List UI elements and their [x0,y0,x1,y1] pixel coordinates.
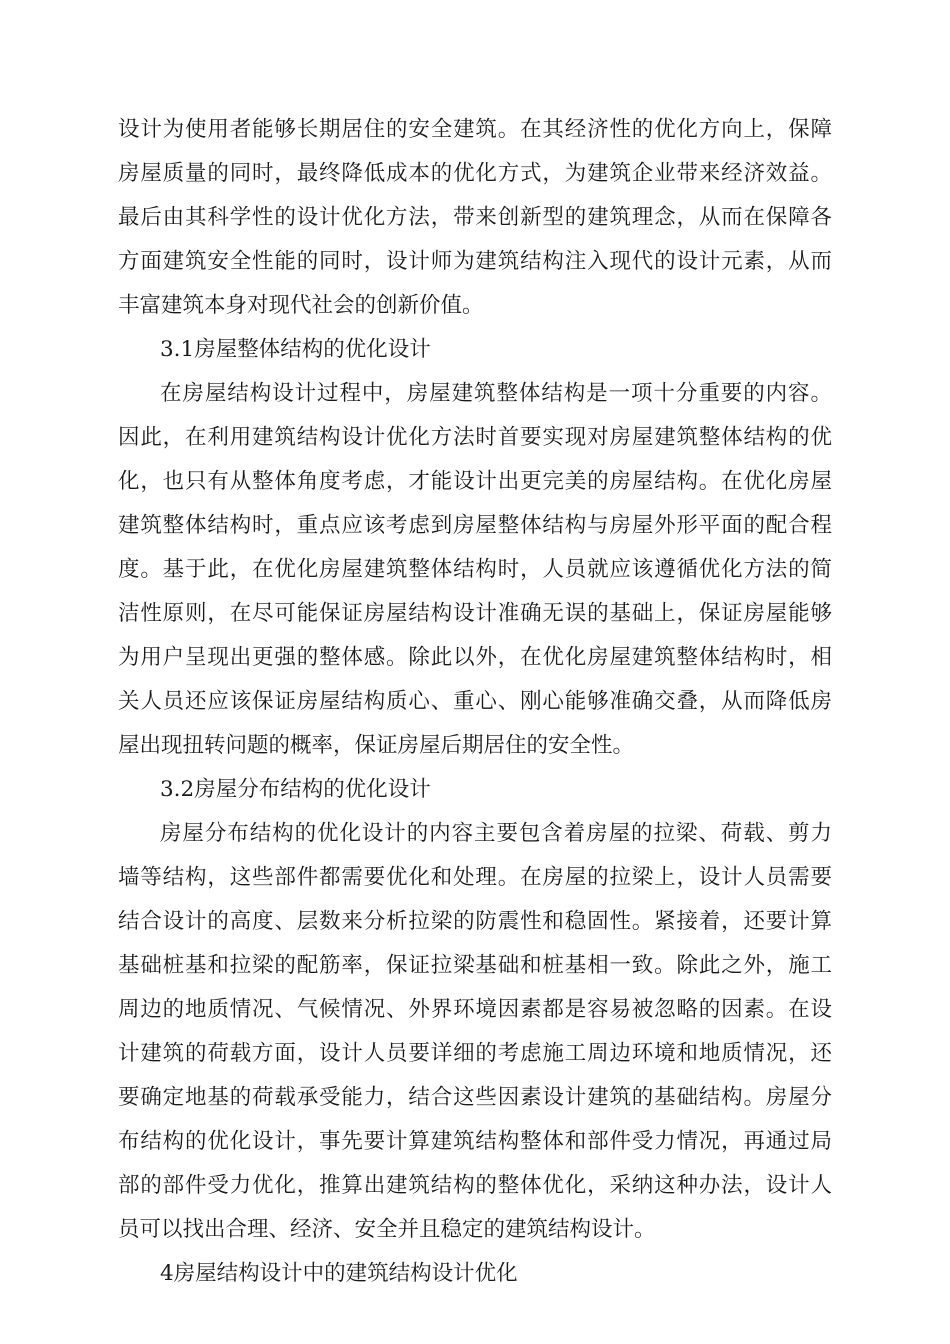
paragraph-2-line-3: 化，也只有从整体角度考虑，才能设计出更完美的房屋结构。在优化房屋 [118,469,832,494]
paragraph-3-line-8: 布结构的优化设计，事先要计算建筑结构整体和部件受力情况，再通过局 [118,1129,832,1154]
paragraph-1-line-5: 丰富建筑本身对现代社会的创新价值。 [118,293,484,318]
paragraph-2-line-1: 在房屋结构设计过程中，房屋建筑整体结构是一项十分重要的内容。 [160,381,832,406]
section-heading-4: 4房屋结构设计中的建筑结构设计优化 [160,1261,518,1286]
paragraph-3-line-4: 基础桩基和拉梁的配筋率，保证拉梁基础和桩基相一致。除此之外，施工 [118,953,832,978]
section-heading-3-2: 3.2房屋分布结构的优化设计 [160,777,431,802]
paragraph-2-line-4: 建筑整体结构时，重点应该考虑到房屋整体结构与房屋外形平面的配合程 [118,513,832,538]
section-heading-3-1: 3.1房屋整体结构的优化设计 [160,337,431,362]
paragraph-1-line-4: 方面建筑安全性能的同时，设计师为建筑结构注入现代的设计元素，从而 [118,249,832,274]
paragraph-3-line-9: 部的部件受力优化，推算出建筑结构的整体优化，采纳这种办法，设计人 [118,1173,832,1198]
paragraph-3-line-5: 周边的地质情况、气候情况、外界环境因素都是容易被忽略的因素。在设 [118,997,832,1022]
paragraph-3-line-10: 员可以找出合理、经济、安全并且稳定的建筑结构设计。 [118,1217,656,1242]
paragraph-2-line-2: 因此，在利用建筑结构设计优化方法时首要实现对房屋建筑整体结构的优 [118,425,832,450]
paragraph-1-line-1: 设计为使用者能够长期居住的安全建筑。在其经济性的优化方向上，保障 [118,117,832,142]
paragraph-2-line-5: 度。基于此，在优化房屋建筑整体结构时，人员就应该遵循优化方法的简 [118,557,832,582]
paragraph-3-line-3: 结合设计的高度、层数来分析拉梁的防震性和稳固性。紧接着，还要计算 [118,909,832,934]
paragraph-3-line-2: 墙等结构，这些部件都需要优化和处理。在房屋的拉梁上，设计人员需要 [118,865,832,890]
paragraph-2-line-7: 为用户呈现出更强的整体感。除此以外，在优化房屋建筑整体结构时，相 [118,645,832,670]
paragraph-3-line-6: 计建筑的荷载方面，设计人员要详细的考虑施工周边环境和地质情况，还 [118,1041,832,1066]
paragraph-3-line-7: 要确定地基的荷载承受能力，结合这些因素设计建筑的基础结构。房屋分 [118,1085,832,1110]
paragraph-2-line-8: 关人员还应该保证房屋结构质心、重心、刚心能够准确交叠，从而降低房 [118,689,832,714]
paragraph-2-line-6: 洁性原则，在尽可能保证房屋结构设计准确无误的基础上，保证房屋能够 [118,601,832,626]
paragraph-2-line-9: 屋出现扭转问题的概率，保证房屋后期居住的安全性。 [118,733,635,758]
paragraph-1-line-3: 最后由其科学性的设计优化方法，带来创新型的建筑理念，从而在保障各 [118,205,832,230]
paragraph-1-line-2: 房屋质量的同时，最终降低成本的优化方式，为建筑企业带来经济效益。 [118,161,832,186]
paragraph-3-line-1: 房屋分布结构的优化设计的内容主要包含着房屋的拉梁、荷载、剪力 [160,821,832,846]
